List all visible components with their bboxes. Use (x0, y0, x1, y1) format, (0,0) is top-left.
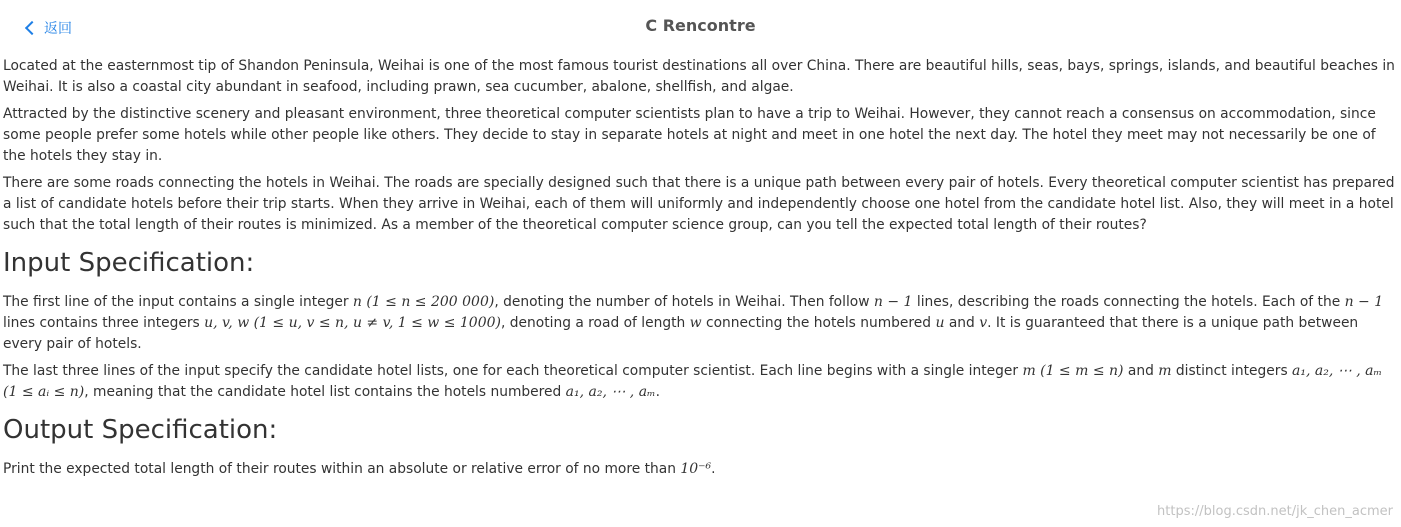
back-label: 返回 (44, 21, 72, 37)
output-spec-heading: Output Specification: (3, 415, 278, 445)
math-a-list: a₁, a₂, ⋯ , aₘ (1292, 363, 1383, 379)
text-segment: connecting the hotels numbered (701, 315, 936, 331)
text-segment: , denoting a road of length (501, 315, 690, 331)
input-spec-paragraph-1 (3, 292, 1395, 355)
text-segment: , denoting the number of hotels in Weihai. Then follow (494, 294, 874, 310)
text-segment: The first line of the input contains a single integer (3, 294, 353, 310)
text-segment: . (711, 461, 716, 477)
math-n-minus-1: n − 1 (873, 294, 913, 310)
text-segment: . It is guaranteed that there is a unique path between every pair of hotels. (3, 315, 1359, 352)
math-v: v (979, 315, 988, 331)
math-m: m (1022, 363, 1036, 379)
description-paragraph-1: Located at the easternmost tip of Shandon Peninsula, Weihai is one of the most famous tourist destinations all over China. There are beautiful hills, seas, bays, springs, islands, and beautiful beaches in Weihai. It is also a coastal city abundant in seafood, including prawn, sea cucumber, abalone, shellfish, and algae. (3, 58, 1395, 95)
top-bar (0, 0, 1401, 56)
text-segment: , meaning that the candidate hotel list contains the hotels numbered (84, 384, 566, 400)
text-segment: lines contains three integers (3, 315, 205, 331)
text-segment: and (1123, 363, 1159, 379)
text-segment: lines, describing the roads connecting the hotels. Each of the (912, 294, 1345, 310)
math-n-minus-1: n − 1 (1344, 294, 1384, 310)
math-w: w (689, 315, 702, 331)
text-segment: Print the expected total length of their routes within an absolute or relative error of no more than (3, 461, 681, 477)
text-segment: distinct integers (1171, 363, 1293, 379)
input-spec-paragraph-2 (3, 361, 1395, 403)
text-segment: . (655, 384, 661, 400)
math-n: n (352, 294, 362, 310)
description-paragraph-3: There are some roads connecting the hotels in Weihai. The roads are specially designed such that there is a unique path between every pair of hotels. Every theoretical computer scientist has prepared a list of candidate hotels before their trip starts. When they arrive in Weihai, each of them will uniformly and independently choose one hotel from the candidate hotel list. Also, they will meet in a hotel such that the total length of their routes is minimized. As a member of the theoretical computer science group, can you tell the expected total length of their routes? (3, 175, 1395, 233)
math-a-list: a₁, a₂, ⋯ , aₘ (565, 384, 656, 400)
page-title: C Rencontre (645, 16, 756, 35)
problem-statement (3, 56, 1395, 486)
math-epsilon: 10⁻⁶ (680, 461, 712, 477)
output-spec-paragraph (3, 459, 1395, 480)
math-uvw: u, v, w (204, 315, 250, 331)
math-uvw-range: (1 ≤ u, v ≤ n, u ≠ v, 1 ≤ w ≤ 1000) (253, 315, 501, 331)
text-segment: and (944, 315, 980, 331)
description-paragraph-2: Attracted by the distinctive scenery and pleasant environment, three theoretical computer scientists plan to have a trip to Weihai. However, they cannot reach a consensus on accommodation, since some people prefer some hotels while other people like others. They decide to stay in separate hotels at night and meet in one hotel the next day. The hotel they meet may not necessarily be one of the hotels they stay in. (3, 106, 1376, 164)
math-a-range: (1 ≤ aᵢ ≤ n) (3, 384, 85, 400)
math-n-range: (1 ≤ n ≤ 200 000) (366, 294, 495, 310)
math-m: m (1158, 363, 1172, 379)
text-segment: The last three lines of the input specify the candidate hotel lists, one for each theoretical computer scientist. Each line begins with a single integer (3, 363, 1023, 379)
watermark: https://blog.csdn.net/jk_chen_acmer (1157, 504, 1393, 519)
math-m-range: (1 ≤ m ≤ n) (1040, 363, 1124, 379)
math-u: u (935, 315, 945, 331)
input-spec-heading: Input Specification: (3, 248, 255, 278)
